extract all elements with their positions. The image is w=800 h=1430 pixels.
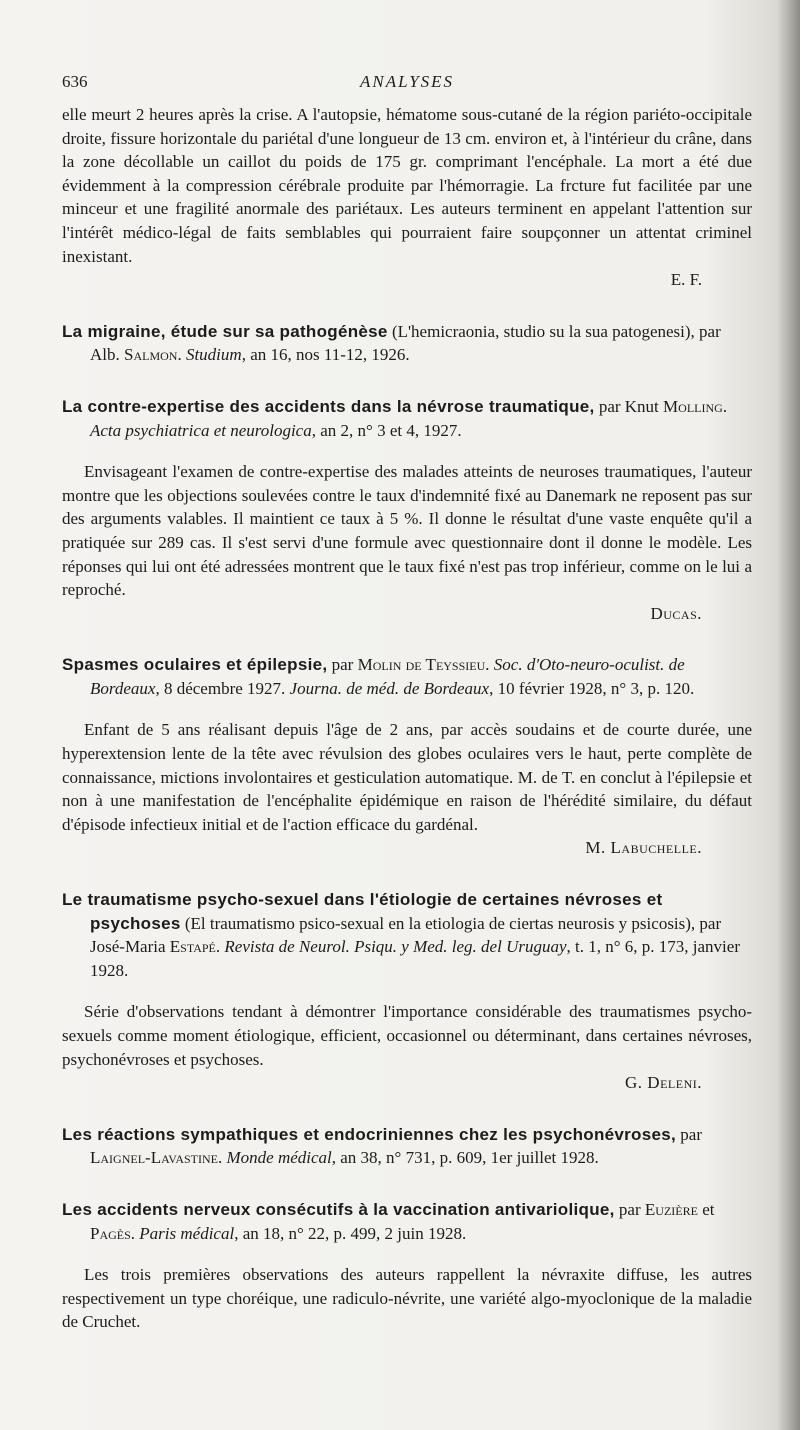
entry-reference: , t. 1, n° 6, p. 173, janvier 1928. (90, 937, 740, 980)
entry-reference: (El traumatismo psico-sexual en la etiologia de ciertas neurosis y psicosis), par José-Maria (90, 913, 722, 957)
entry-journal: Studium (185, 345, 242, 365)
entry-reference: , 10 février 1928, n° 3, p. 120. (489, 678, 695, 698)
entry-journal: Soc. d'Oto-neuro-oculist. de Bordeaux (90, 655, 685, 698)
page-content (62, 103, 752, 1334)
entry-author: Euzière (644, 1199, 698, 1219)
entry-journal: Paris médical (139, 1223, 235, 1243)
entry-contre-expertise (62, 395, 752, 442)
page-header (62, 72, 752, 96)
entry-author: Molling (663, 396, 723, 416)
entry-author: Salmon (124, 345, 178, 365)
intro-signature (62, 268, 752, 292)
entry-reference: et (697, 1199, 715, 1219)
entry-accidents-vaccination (62, 1198, 752, 1245)
entry-reference: par (614, 1199, 645, 1219)
entry-signature (62, 1071, 752, 1095)
entry-journal: Revista de Neurol. Psiqu. y Med. leg. del Uruguay (224, 937, 567, 957)
entry-title: La migraine, étude sur sa pathogénèse (62, 321, 388, 341)
entry-reference: par (327, 655, 358, 675)
entry-title: Le traumatisme psycho-sexuel dans l'étiologie de certaines névroses et psychoses (62, 890, 663, 933)
entry-journal: Acta psychiatrica et neurologica (90, 420, 312, 440)
entry-title: Spasmes oculaires et épilepsie, (62, 655, 328, 675)
entry-signature (62, 602, 752, 626)
entry-body: Enfant de 5 ans réalisant depuis l'âge de 2 ans, par accès soudains et de courte durée, une hyperextension lente de la tête avec révulsion des globes oculaires vers le haut, perte complète de connaissance, mictions involontaires et gesticulation automatique. M. de T. en conclut à l'épilepsie et non à une manifestation de l'encéphalite épidémique en raison de l'hérédité similaire, du défaut d'épisode infectieux initial et de l'action efficace du gardénal. (62, 720, 752, 834)
entry-title: Les accidents nerveux consécutifs à la vaccination antivariolique, (62, 1199, 615, 1219)
entry-author: Estapé (169, 937, 216, 957)
entry-reference: (L'hemicraonia, studio su la sua patogenesi), par Alb. (90, 321, 721, 365)
entry-journal-2: Journa. de méd. de Bordeaux (289, 678, 490, 698)
entry-signature (62, 836, 752, 860)
signature-text: M. Labuchelle. (585, 838, 702, 858)
running-head: ANALYSES (359, 72, 455, 91)
entry-title: Les réactions sympathiques et endocriniennes chez les psychonévroses, (62, 1124, 677, 1144)
entry-author: Molin de Teyssieu (357, 655, 486, 675)
entry-journal: Monde médical (226, 1148, 332, 1168)
entry-reference: , an 18, n° 22, p. 499, 2 juin 1928. (234, 1223, 467, 1243)
entry-reference: par Knut (594, 396, 664, 416)
entry-migraine (62, 320, 752, 367)
intro-paragraph: elle meurt 2 heures après la crise. A l'autopsie, hématome sous-cutané de la région pariéto-occipitale droite, fissure horizontale du pariétal d'une longueur de 13 cm. environ et, à l'intérieur du crâne, dans la zone décollable un caillot du poids de 175 gr. comprimant l'encéphale. La mort a été due évidemment à la compression cérébrale produite par l'hémorragie. La frcture fut facilitée par une minceur et une fragilité anormale des pariétaux. Les auteurs terminent en appelant l'attention sur l'intérêt médico-légal de faits semblables qui pourraient faire soupçonner un attentat criminel inexistant. (62, 105, 752, 266)
signature-text: Ducas. (650, 603, 702, 623)
entry-title: La contre-expertise des accidents dans la névrose traumatique, (62, 396, 595, 416)
entry-author: Laignel-Lavastine (90, 1148, 218, 1168)
signature-text: G. Deleni. (625, 1073, 702, 1093)
entry-reference: , 8 décembre 1927. (155, 678, 290, 698)
entry-body: Les trois premières observations des auteurs rappellent la névraxite diffuse, les autres respectivement un type choréique, une radiculo-névrite, une variété algo-myoclonique de la maladie de Cruchet. (62, 1265, 752, 1332)
entry-reference: . (215, 937, 225, 957)
page-number: 636 (62, 72, 88, 91)
entry-reactions-sympathiques (62, 1123, 752, 1170)
entry-reference: par (676, 1124, 702, 1144)
entry-reference: . (722, 396, 728, 416)
entry-spasmes-oculaires (62, 653, 752, 700)
entry-reference: , an 2, n° 3 et 4, 1927. (311, 420, 462, 440)
entry-reference: , an 16, nos 11-12, 1926. (241, 345, 410, 365)
signature-text: E. F. (670, 270, 702, 290)
entry-reference: . (485, 655, 494, 675)
entry-author-2: Pagès (90, 1223, 131, 1243)
entry-body: Série d'observations tendant à démontrer l'importance considérable des traumatismes psycho-sexuels comme moment étiologique, efficient, occasionnel ou déterminant, dans certaines névroses, psychonévroses et psychoses. (62, 1002, 752, 1069)
entry-reference: . (177, 345, 186, 365)
entry-reference: . (217, 1148, 227, 1168)
entry-reference: . (130, 1223, 140, 1243)
entry-body: Envisageant l'examen de contre-expertise des malades atteints de neuroses traumatiques, l'auteur montre que les objections soulevées contre le taux d'indemnité fixé au Danemark ne reposent pas sur des arguments valables. Il maintient ce taux à 5 %. Il donne le résultat d'une vaste enquête qu'il a pratiquée sur 289 cas. Il s'est servi d'une formule avec questionnaire dont il donne le modèle. Les réponses qui lui ont été adressées montrent que le taux fixé n'est pas trop inférieur, comme on le lui a reproché. (62, 462, 752, 600)
entry-reference: , an 38, n° 731, p. 609, 1er juillet 1928. (331, 1148, 599, 1168)
entry-traumatisme-psycho-sexuel (62, 888, 752, 982)
